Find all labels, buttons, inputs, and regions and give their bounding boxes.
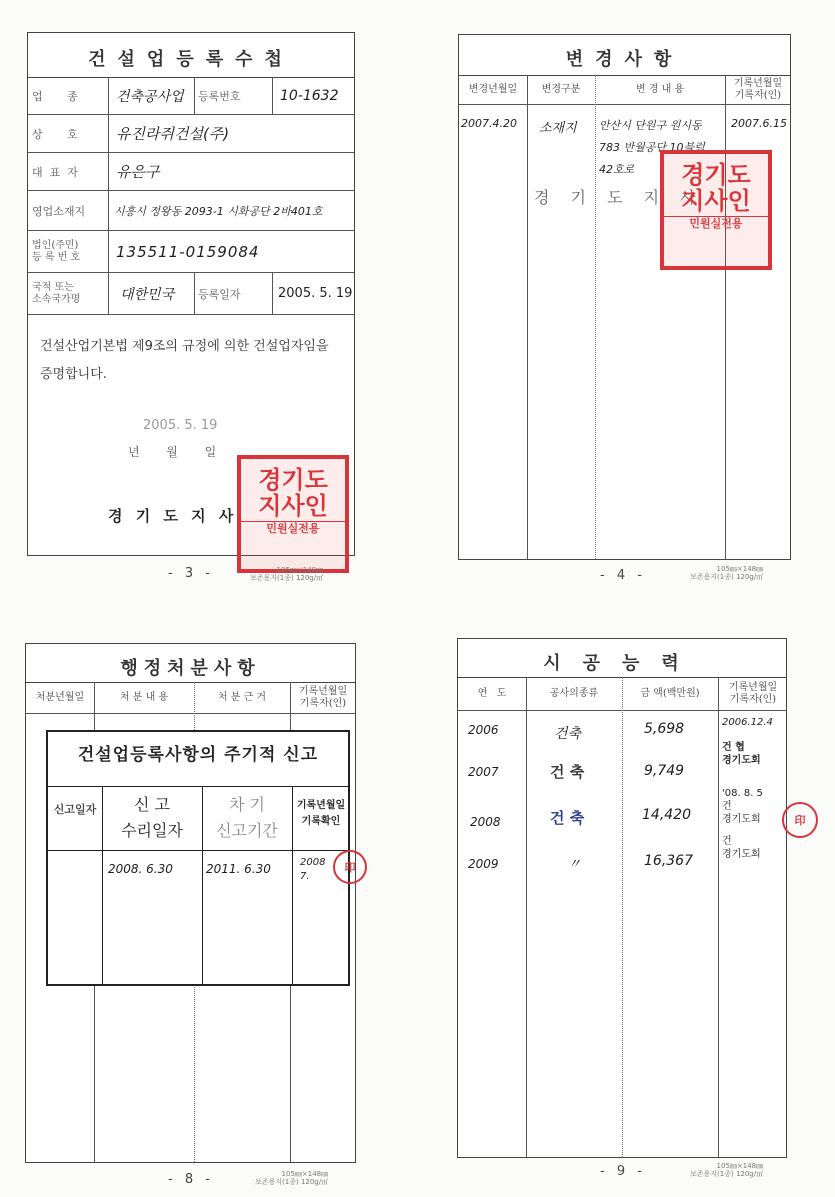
p9-year-2007: 2007	[468, 765, 499, 779]
seal-p4-line-3: 민원실전용	[664, 216, 768, 231]
p9-recorded-2006: 2006.12.4	[722, 717, 773, 728]
p9-kind-2006: 건축	[554, 726, 582, 742]
seal-p4-line-2: 지사인	[681, 187, 751, 215]
p9-header-year: 연 도	[477, 687, 507, 699]
p4-header-row	[459, 75, 790, 105]
p9-kind-2007: 건 축	[550, 763, 585, 781]
p8-header-row	[26, 682, 355, 714]
row-representative	[28, 153, 354, 191]
p4-header-date: 변경년월일	[468, 83, 518, 95]
p9-kind-2008: 건 축	[550, 809, 585, 827]
inner-header-accept-date: 신 고 수리일자	[121, 795, 183, 840]
p9-year-2008: 2008	[470, 815, 501, 829]
label-representative: 대 표 자	[32, 165, 78, 179]
p9-header-amount: 금 액(백만원)	[640, 687, 700, 699]
p9-recorded-2007: 건 협 경기도회	[722, 742, 761, 766]
p4-header-content: 변 경 내 용	[635, 83, 685, 95]
p9-amount-2007: 9,749	[644, 763, 685, 779]
date-stamp: 2005. 5. 19	[143, 418, 218, 433]
row-nationality	[28, 273, 354, 315]
paper-spec-4: 105㎜×148㎜ 보존용지(1종) 120g/㎡	[690, 565, 764, 581]
label-company-name: 상 호	[32, 127, 78, 141]
p4-header-recorded: 기록년월일 기록자(인)	[733, 77, 783, 101]
paper-spec-9: 105㎜×148㎜ 보존용지(1종) 120g/㎡	[690, 1162, 764, 1178]
seal-p4-line-1: 경기도	[681, 161, 751, 189]
inner-accept-date-value: 2008. 6.30	[108, 862, 173, 876]
p9-recorded-2009: 건 경기도회	[722, 836, 761, 860]
value-corp-number: 135511-0159084	[116, 242, 260, 261]
p9-year-2006: 2006	[468, 723, 499, 737]
label-reg-number: 등록번호	[198, 89, 241, 103]
inner-header-report-date: 신고일자	[53, 803, 97, 816]
page-number-9: - 9 -	[600, 1164, 646, 1179]
value-office-address: 시흥시 정왕동 2093-1 시화공단 2바401호	[114, 204, 323, 218]
small-seal-p9: 印	[782, 802, 818, 838]
label-business-type: 업 종	[32, 89, 78, 103]
page-9-title: 시공능력	[543, 653, 701, 674]
row-business-type	[28, 77, 354, 115]
p4-entry-type: 소재지	[539, 121, 577, 136]
page-9-construction-capacity	[457, 638, 787, 1158]
value-representative: 유은구	[116, 163, 160, 181]
page-number-4: - 4 -	[600, 568, 646, 583]
value-reg-date: 2005. 5. 19	[278, 286, 353, 301]
p9-amount-2008: 14,420	[642, 807, 691, 823]
page-number-8: - 8 -	[168, 1172, 214, 1187]
small-seal-p8: 印	[333, 850, 367, 884]
inner-header-record: 기록년월일 기록확인	[296, 800, 346, 827]
p8-header-date: 처분년월일	[35, 691, 85, 703]
issuer: 경 기 도 지 사	[108, 507, 238, 525]
p4-stamp-text: 경 기 도 지 사	[534, 188, 704, 207]
label-office-address: 영업소재지	[32, 204, 86, 218]
value-reg-number: 10-1632	[280, 87, 339, 104]
row-company-name	[28, 115, 354, 153]
p8-header-basis: 처 분 근 거	[217, 691, 267, 703]
governor-seal-p3	[237, 455, 349, 573]
row-corp-number	[28, 231, 354, 273]
value-company-name: 유진라쥐건설(주)	[116, 125, 230, 143]
p9-year-2009: 2009	[468, 857, 499, 871]
p9-header-kind: 공사의종류	[549, 687, 599, 699]
paper-spec-8: 105㎜×148㎜ 보존용지(1종) 120g/㎡	[255, 1170, 329, 1186]
p4-entry-date: 2007.4.20	[461, 117, 517, 130]
periodic-report-stamp	[46, 730, 350, 986]
p9-header-recorded: 기록년월일 기록자(인)	[728, 681, 778, 705]
p9-amount-2006: 5,698	[644, 721, 685, 737]
seal-line-1: 경기도	[258, 466, 328, 494]
seal-line-2: 지사인	[258, 492, 328, 520]
inner-record-value: 2008 7.	[300, 857, 326, 882]
p4-header-type: 변경구분	[541, 83, 581, 95]
page-4-title: 변경사항	[565, 49, 684, 70]
paper-spec-3: 105㎜×148㎜ 보존용지(1종) 120g/㎡	[250, 566, 324, 582]
p9-recorded-2008: '08. 8. 5 건 경기도회	[722, 788, 763, 825]
inner-header-next-period: 차 기 신고기간	[216, 795, 278, 840]
page-4-changes	[458, 34, 791, 560]
page-8-title: 행정처분사항	[120, 658, 261, 679]
p8-header-content: 처 분 내 용	[119, 691, 169, 703]
page-number-3: - 3 -	[168, 566, 214, 581]
p9-amount-2009: 16,367	[644, 853, 693, 869]
p4-entry-recorded: 2007.6.15	[731, 117, 787, 130]
value-business-type: 건축공사업	[116, 88, 184, 105]
p9-kind-2009: 〃	[568, 857, 582, 872]
p8-header-recorded: 기록년월일 기록자(인)	[298, 685, 348, 709]
periodic-report-title: 건설업등록사항의 주기적 신고	[77, 745, 319, 765]
page-8-admin-actions	[25, 643, 356, 1163]
label-nationality: 국적 또는 소속국가명	[32, 281, 81, 305]
inner-next-period-value: 2011. 6.30	[206, 862, 271, 876]
seal-line-3: 민원실전용	[241, 521, 345, 536]
governor-seal-p4	[660, 150, 772, 270]
page-3-title: 건설업등록수첩	[88, 49, 294, 70]
label-corp-number: 법인(주민) 등 록 번 호	[32, 239, 81, 263]
value-nationality: 대한민국	[120, 286, 175, 303]
date-words: 년 월 일	[128, 445, 217, 459]
certification-text: 건설산업기본법 제9조의 규정에 의한 건설업자임을 증명합니다.	[40, 339, 329, 382]
p4-entry-content: 안산시 단원구 원시동 783 반월공단 10블럭 42호로	[599, 119, 705, 176]
label-reg-date: 등록일자	[198, 287, 241, 301]
row-office-address	[28, 191, 354, 231]
